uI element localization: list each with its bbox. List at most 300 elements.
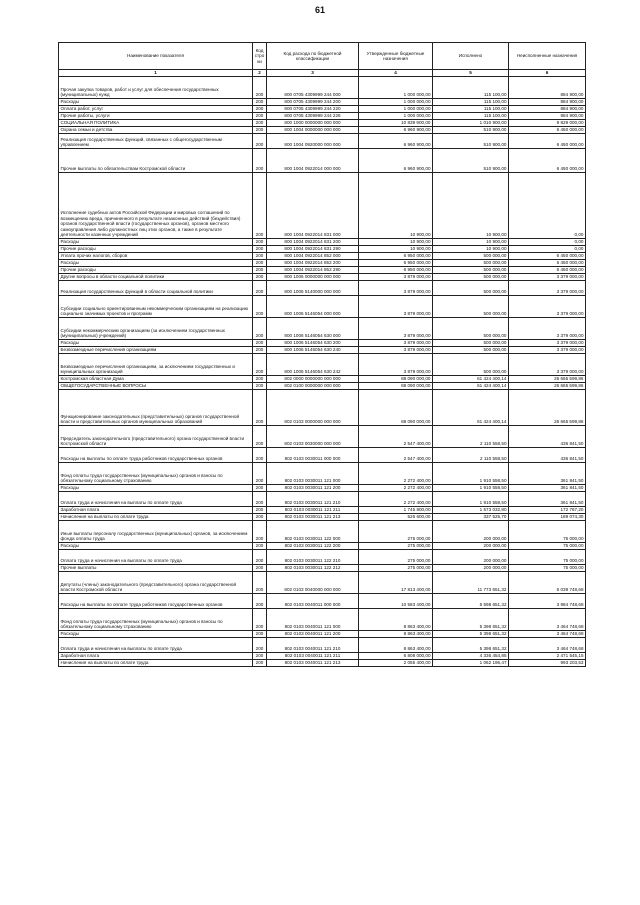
table-row (59, 113, 586, 120)
table-row (59, 390, 586, 426)
row-budget-code: 800 1006 5140000 000 000 (267, 281, 359, 296)
row-name: Оплата труда и начисления на выплаты по оплате труда (59, 550, 253, 565)
header-budget-code: Код расхода по бюджетной классификации (267, 43, 359, 70)
row-remaining: 75 000,00 (509, 565, 586, 572)
row-budget-code: 802 0103 0040011 121 000 (267, 609, 359, 631)
row-line-code: 200 (253, 390, 267, 426)
row-remaining: 75 000,00 (509, 550, 586, 565)
row-approved: 3 879 000,00 (359, 274, 433, 281)
row-budget-code: 800 1004 0922014 831 200 (267, 239, 359, 246)
row-executed: 500 000,00 (433, 260, 509, 267)
row-executed: 200 000,00 (433, 550, 509, 565)
row-approved: 6 950 000,00 (359, 253, 433, 260)
table-row (59, 653, 586, 660)
page-number: 61 (314, 5, 325, 15)
row-budget-code: 802 0103 0040011 000 000 (267, 594, 359, 609)
row-approved: 1 000 000,00 (359, 113, 433, 120)
row-budget-code: 800 1006 5146054 630 000 (267, 318, 359, 340)
row-executed: 5 398 651,32 (433, 638, 509, 653)
column-number: 6 (509, 70, 586, 77)
row-remaining: 3 379 000,00 (509, 354, 586, 376)
table-row (59, 281, 586, 296)
header-name: Наименование показателя (59, 43, 253, 70)
row-name: Прочие расходы (59, 246, 253, 253)
row-name: Расходы (59, 239, 253, 246)
row-executed: 500 000,00 (433, 267, 509, 274)
row-executed: 5 398 651,32 (433, 609, 509, 631)
row-line-code: 200 (253, 267, 267, 274)
row-remaining: 3 379 000,00 (509, 296, 586, 318)
row-line-code: 200 (253, 274, 267, 281)
row-executed: 200 000,00 (433, 543, 509, 550)
row-line-code: 200 (253, 134, 267, 149)
row-budget-code: 800 1006 5146054 000 000 (267, 296, 359, 318)
row-executed: 4 336 454,85 (433, 653, 509, 660)
row-approved: 1 000 000,00 (359, 77, 433, 99)
table-row (59, 631, 586, 638)
row-budget-code: 802 0103 0040011 121 200 (267, 631, 359, 638)
row-executed: 1 910 558,50 (433, 492, 509, 507)
row-remaining: 75 000,00 (509, 543, 586, 550)
row-name: Оплата труда и начисления на выплаты по оплате труда (59, 638, 253, 653)
row-budget-code: 800 1004 0920000 000 000 (267, 134, 359, 149)
row-name: Прочие выплаты (59, 565, 253, 572)
row-name: Субсидии некоммерческим организациям (за исключением государственных (муниципальных) учреждений) (59, 318, 253, 340)
row-approved: 2 272 400,00 (359, 463, 433, 485)
row-line-code: 200 (253, 448, 267, 463)
row-name: Начисления на выплаты по оплате труда (59, 660, 253, 667)
row-line-code: 200 (253, 565, 267, 572)
row-line-code: 200 (253, 354, 267, 376)
row-executed: 6 598 651,32 (433, 594, 509, 609)
row-executed: 200 000,00 (433, 521, 509, 543)
row-remaining: 2 471 545,15 (509, 653, 586, 660)
table-row (59, 376, 586, 383)
row-remaining: 75 000,00 (509, 521, 586, 543)
row-line-code: 200 (253, 383, 267, 390)
row-line-code: 200 (253, 318, 267, 340)
row-line-code: 200 (253, 113, 267, 120)
table-row (59, 660, 586, 667)
row-name: Прочие расходы (59, 267, 253, 274)
row-remaining: 361 841,50 (509, 485, 586, 492)
row-name: Председатель законодательного (представительного) органа государственной власти Костромской области (59, 426, 253, 448)
column-number-row (59, 70, 586, 77)
row-approved: 3 879 000,00 (359, 347, 433, 354)
row-remaining: 3 379 000,00 (509, 274, 586, 281)
row-budget-code: 800 0705 4309999 244 200 (267, 99, 359, 106)
row-approved: 10 839 900,00 (359, 120, 433, 127)
row-remaining: 361 841,50 (509, 492, 586, 507)
row-line-code: 200 (253, 340, 267, 347)
header-executed: Исполнено (433, 43, 509, 70)
row-executed: 61 424 400,14 (433, 390, 509, 426)
row-remaining: 26 665 599,86 (509, 390, 586, 426)
row-line-code: 200 (253, 492, 267, 507)
table-row (59, 565, 586, 572)
table-row (59, 106, 586, 113)
row-approved: 2 547 400,00 (359, 426, 433, 448)
row-budget-code: 800 1006 5146054 630 200 (267, 340, 359, 347)
row-budget-code: 802 0100 0000000 000 000 (267, 383, 359, 390)
row-line-code: 200 (253, 572, 267, 594)
row-name: Расходы (59, 485, 253, 492)
row-approved: 275 000,00 (359, 565, 433, 572)
row-line-code: 200 (253, 514, 267, 521)
table-row (59, 448, 586, 463)
row-name: Костромская областная Дума (59, 376, 253, 383)
row-budget-code: 800 1004 0922014 831 000 (267, 173, 359, 239)
row-executed: 1 573 032,80 (433, 507, 509, 514)
row-executed: 500 000,00 (433, 318, 509, 340)
table-row (59, 274, 586, 281)
table-header-row (59, 43, 586, 70)
row-line-code: 200 (253, 347, 267, 354)
row-executed: 1 010 900,00 (433, 120, 509, 127)
row-remaining: 3 379 000,00 (509, 340, 586, 347)
row-approved: 2 272 400,00 (359, 485, 433, 492)
row-approved: 6 808 000,00 (359, 653, 433, 660)
table-row (59, 543, 586, 550)
row-remaining: 3 984 748,68 (509, 594, 586, 609)
row-remaining: 884 900,00 (509, 77, 586, 99)
row-remaining: 9 829 000,00 (509, 120, 586, 127)
row-line-code: 200 (253, 281, 267, 296)
row-remaining: 3 379 000,00 (509, 318, 586, 340)
row-name: Уплата прочих налогов, сборов (59, 253, 253, 260)
row-name: Реализация государственных функций в области социальной политики (59, 281, 253, 296)
header-remaining: Неисполненные назначения (509, 43, 586, 70)
row-approved: 88 090 000,00 (359, 376, 433, 383)
column-number: 2 (253, 70, 267, 77)
row-line-code: 200 (253, 376, 267, 383)
table-row (59, 253, 586, 260)
row-remaining: 3 379 000,00 (509, 281, 586, 296)
row-budget-code: 802 0103 0000000 000 000 (267, 390, 359, 426)
row-name: Фонд оплаты труда государственных (муниципальных) органов и взносы по обязательному социальному страхованию (59, 463, 253, 485)
row-budget-code: 802 0103 0030011 121 000 (267, 463, 359, 485)
row-line-code: 200 (253, 485, 267, 492)
row-line-code: 200 (253, 660, 267, 667)
column-number: 1 (59, 70, 253, 77)
row-executed: 1 910 558,50 (433, 485, 509, 492)
row-line-code: 200 (253, 521, 267, 543)
table-row (59, 260, 586, 267)
row-name: Расходы на выплаты по оплате труда работников государственных органов (59, 594, 253, 609)
row-executed: 510 900,00 (433, 127, 509, 134)
row-budget-code: 800 1004 0000000 000 000 (267, 127, 359, 134)
row-budget-code: 802 0103 0030011 122 200 (267, 543, 359, 550)
row-approved: 2 272 400,00 (359, 492, 433, 507)
row-line-code: 200 (253, 550, 267, 565)
table-row (59, 521, 586, 543)
row-line-code: 200 (253, 77, 267, 99)
row-remaining: 3 464 748,68 (509, 638, 586, 653)
row-remaining: 6 450 000,00 (509, 149, 586, 173)
row-budget-code: 802 0103 0030011 121 211 (267, 507, 359, 514)
row-name: Безвозмездные перечисления организациям, за исключением государственных и муниципальных организаций (59, 354, 253, 376)
header-line-code: Код строки (253, 43, 267, 70)
row-budget-code: 802 0103 0040011 121 213 (267, 660, 359, 667)
row-remaining: 0,00 (509, 239, 586, 246)
column-number: 5 (433, 70, 509, 77)
row-budget-code: 802 0103 0030011 000 000 (267, 448, 359, 463)
row-remaining: 3 379 000,00 (509, 347, 586, 354)
row-approved: 88 090 000,00 (359, 390, 433, 426)
table-row (59, 426, 586, 448)
row-remaining: 884 900,00 (509, 113, 586, 120)
row-budget-code: 800 0705 4309999 244 226 (267, 113, 359, 120)
row-name: Расходы (59, 543, 253, 550)
table-row (59, 347, 586, 354)
row-name: Субсидии социально ориентированным некоммерческим организациям на реализацию социально значимых проектов и программ (59, 296, 253, 318)
row-line-code: 200 (253, 609, 267, 631)
row-line-code: 200 (253, 653, 267, 660)
row-executed: 500 000,00 (433, 281, 509, 296)
row-approved: 6 960 900,00 (359, 134, 433, 149)
row-executed: 11 773 651,32 (433, 572, 509, 594)
row-executed: 61 424 400,14 (433, 383, 509, 390)
row-name: Исполнение судебных актов Российской Федерации и мировых соглашений по возмещению вреда, причиненного в результате незаконных действий (бездействия) органов государственной власти (государственных органов), органов местного самоуправления либо должностных лиц этих органов, а также в результате деятельности казенных учреждений (59, 173, 253, 239)
row-budget-code: 800 1006 5146054 630 240 (267, 347, 359, 354)
row-line-code: 200 (253, 638, 267, 653)
row-approved: 275 000,00 (359, 550, 433, 565)
row-executed: 337 525,70 (433, 514, 509, 521)
row-remaining: 0,00 (509, 173, 586, 239)
table-row (59, 514, 586, 521)
row-remaining: 6 450 000,00 (509, 134, 586, 149)
row-approved: 3 879 000,00 (359, 296, 433, 318)
table-body (59, 77, 586, 667)
row-budget-code: 802 0103 0030011 121 200 (267, 485, 359, 492)
row-approved: 3 879 000,00 (359, 281, 433, 296)
table-row (59, 609, 586, 631)
table-row (59, 550, 586, 565)
row-budget-code: 802 0103 0040000 000 000 (267, 572, 359, 594)
row-name: Прочие работы, услуги (59, 113, 253, 120)
row-remaining: 172 767,20 (509, 507, 586, 514)
table-row (59, 77, 586, 99)
row-line-code: 200 (253, 594, 267, 609)
row-budget-code: 802 0103 0030011 122 000 (267, 521, 359, 543)
table-row (59, 485, 586, 492)
row-approved: 6 950 000,00 (359, 260, 433, 267)
row-executed: 510 900,00 (433, 149, 509, 173)
row-line-code: 200 (253, 426, 267, 448)
row-remaining: 3 464 748,68 (509, 631, 586, 638)
row-line-code: 200 (253, 296, 267, 318)
row-line-code: 200 (253, 127, 267, 134)
row-budget-code: 800 0705 4309999 244 220 (267, 106, 359, 113)
row-budget-code: 802 0103 0040011 121 211 (267, 653, 359, 660)
row-executed: 2 110 558,50 (433, 448, 509, 463)
row-budget-code: 800 1004 0922014 852 290 (267, 267, 359, 274)
row-executed: 1 062 196,47 (433, 660, 509, 667)
row-remaining: 436 841,50 (509, 448, 586, 463)
row-remaining: 6 039 748,68 (509, 572, 586, 594)
row-name: Прочая закупка товаров, работ и услуг для обеспечения государственных (муниципальных) нужд (59, 77, 253, 99)
row-executed: 500 000,00 (433, 340, 509, 347)
row-name: Депутаты (члены) законодательного (представительного) органа государственной власти Костромской области (59, 572, 253, 594)
row-budget-code: 802 0103 0030011 122 212 (267, 565, 359, 572)
row-budget-code: 800 1004 0922014 831 290 (267, 246, 359, 253)
row-budget-code: 800 1004 0922014 000 000 (267, 149, 359, 173)
row-approved: 3 879 000,00 (359, 354, 433, 376)
table-row (59, 120, 586, 127)
table-row (59, 239, 586, 246)
row-budget-code: 800 1006 5146054 630 242 (267, 354, 359, 376)
row-remaining: 26 665 599,86 (509, 383, 586, 390)
row-approved: 6 960 900,00 (359, 149, 433, 173)
row-approved: 3 879 000,00 (359, 340, 433, 347)
row-executed: 500 000,00 (433, 274, 509, 281)
table-row (59, 638, 586, 653)
row-name: Расходы (59, 260, 253, 267)
row-name: Оплата работ, услуг (59, 106, 253, 113)
row-budget-code: 802 0103 0030011 121 213 (267, 514, 359, 521)
row-name: Заработная плата (59, 653, 253, 660)
row-name: Начисления на выплаты по оплате труда (59, 514, 253, 521)
row-line-code: 200 (253, 507, 267, 514)
row-approved: 10 583 400,00 (359, 594, 433, 609)
row-line-code: 200 (253, 106, 267, 113)
row-approved: 10 900,00 (359, 246, 433, 253)
row-remaining: 0,00 (509, 246, 586, 253)
column-number: 4 (359, 70, 433, 77)
row-executed: 115 100,00 (433, 106, 509, 113)
row-name: ОБЩЕГОСУДАРСТВЕННЫЕ ВОПРОСЫ (59, 383, 253, 390)
table-row (59, 383, 586, 390)
row-name: Расходы (59, 340, 253, 347)
row-name: Заработная плата (59, 507, 253, 514)
row-line-code: 200 (253, 543, 267, 550)
row-executed: 115 100,00 (433, 113, 509, 120)
table-row (59, 296, 586, 318)
row-name: Расходы (59, 631, 253, 638)
row-approved: 17 813 400,00 (359, 572, 433, 594)
row-approved: 6 960 900,00 (359, 127, 433, 134)
row-budget-code: 800 1000 0000000 000 000 (267, 120, 359, 127)
row-budget-code: 802 0103 0030011 121 210 (267, 492, 359, 507)
row-name: Расходы (59, 99, 253, 106)
table-row (59, 572, 586, 594)
row-budget-code: 800 1004 0922014 852 000 (267, 253, 359, 260)
row-approved: 8 863 400,00 (359, 609, 433, 631)
row-executed: 500 000,00 (433, 347, 509, 354)
row-approved: 2 055 400,00 (359, 660, 433, 667)
row-executed: 500 000,00 (433, 354, 509, 376)
row-remaining: 6 450 000,00 (509, 253, 586, 260)
row-line-code: 200 (253, 149, 267, 173)
row-approved: 275 000,00 (359, 543, 433, 550)
row-approved: 10 900,00 (359, 239, 433, 246)
row-line-code: 200 (253, 173, 267, 239)
row-budget-code: 802 0103 0030011 122 210 (267, 550, 359, 565)
row-name: Расходы на выплаты по оплате труда работников государственных органов (59, 448, 253, 463)
row-approved: 10 900,00 (359, 173, 433, 239)
row-remaining: 884 900,00 (509, 99, 586, 106)
row-line-code: 200 (253, 120, 267, 127)
table-row (59, 507, 586, 514)
table-row (59, 127, 586, 134)
row-executed: 10 900,00 (433, 239, 509, 246)
row-approved: 88 090 000,00 (359, 383, 433, 390)
row-budget-code: 800 1006 0000000 000 000 (267, 274, 359, 281)
row-executed: 500 000,00 (433, 296, 509, 318)
row-name: Иные выплаты персоналу государственных (муниципальных) органов, за исключением фонда оплаты труда (59, 521, 253, 543)
table-row (59, 463, 586, 485)
row-executed: 510 900,00 (433, 134, 509, 149)
row-approved: 1 000 000,00 (359, 99, 433, 106)
row-remaining: 189 074,30 (509, 514, 586, 521)
row-budget-code: 802 0000 0000000 000 000 (267, 376, 359, 383)
row-name: Фонд оплаты труда государственных (муниципальных) органов и взносы по обязательному социальному страхованию (59, 609, 253, 631)
row-name: СОЦИАЛЬНАЯ ПОЛИТИКА (59, 120, 253, 127)
row-executed: 10 900,00 (433, 173, 509, 239)
row-approved: 1 000 000,00 (359, 106, 433, 113)
row-approved: 1 745 800,00 (359, 507, 433, 514)
row-name: Прочие выплаты по обязательствам Костромской области (59, 149, 253, 173)
table-row (59, 173, 586, 239)
row-remaining: 6 450 000,00 (509, 127, 586, 134)
row-approved: 8 863 400,00 (359, 638, 433, 653)
table-row (59, 354, 586, 376)
row-line-code: 200 (253, 239, 267, 246)
budget-execution-table (58, 42, 586, 667)
row-budget-code: 800 1004 0922014 852 200 (267, 260, 359, 267)
row-executed: 5 398 651,32 (433, 631, 509, 638)
table-row (59, 492, 586, 507)
row-remaining: 436 841,50 (509, 426, 586, 448)
row-remaining: 3 464 748,68 (509, 609, 586, 631)
row-line-code: 200 (253, 463, 267, 485)
row-approved: 275 000,00 (359, 521, 433, 543)
row-name: Безвозмездные перечисления организациям (59, 347, 253, 354)
row-name: Реализация государственных функций, связанных с общегосударственным управлением (59, 134, 253, 149)
row-budget-code: 800 0705 4309999 244 000 (267, 77, 359, 99)
table-row (59, 267, 586, 274)
row-name: Оплата труда и начисления на выплаты по оплате труда (59, 492, 253, 507)
row-executed: 61 424 400,14 (433, 376, 509, 383)
row-line-code: 200 (253, 99, 267, 106)
column-number: 3 (267, 70, 359, 77)
table-row (59, 99, 586, 106)
row-executed: 500 000,00 (433, 253, 509, 260)
row-approved: 2 547 400,00 (359, 448, 433, 463)
row-executed: 200 000,00 (433, 565, 509, 572)
row-budget-code: 802 0103 0030000 000 000 (267, 426, 359, 448)
row-line-code: 200 (253, 246, 267, 253)
row-name: Охрана семьи и детства (59, 127, 253, 134)
row-approved: 526 600,00 (359, 514, 433, 521)
row-line-code: 200 (253, 260, 267, 267)
row-executed: 2 110 558,50 (433, 426, 509, 448)
row-executed: 115 100,00 (433, 77, 509, 99)
table-row (59, 594, 586, 609)
header-approved: Утвержденные бюджетные назначения (359, 43, 433, 70)
table-row (59, 149, 586, 173)
row-name: Функционирование законодательных (представительных) органов государственной власти и представительных органов муниципальных образований (59, 390, 253, 426)
row-line-code: 200 (253, 253, 267, 260)
row-remaining: 993 203,53 (509, 660, 586, 667)
row-executed: 1 910 558,50 (433, 463, 509, 485)
row-remaining: 6 450 000,00 (509, 267, 586, 274)
row-budget-code: 802 0103 0040011 121 210 (267, 638, 359, 653)
row-remaining: 26 665 599,86 (509, 376, 586, 383)
row-name: Другие вопросы в области социальной политики (59, 274, 253, 281)
row-executed: 10 900,00 (433, 246, 509, 253)
row-remaining: 884 900,00 (509, 106, 586, 113)
